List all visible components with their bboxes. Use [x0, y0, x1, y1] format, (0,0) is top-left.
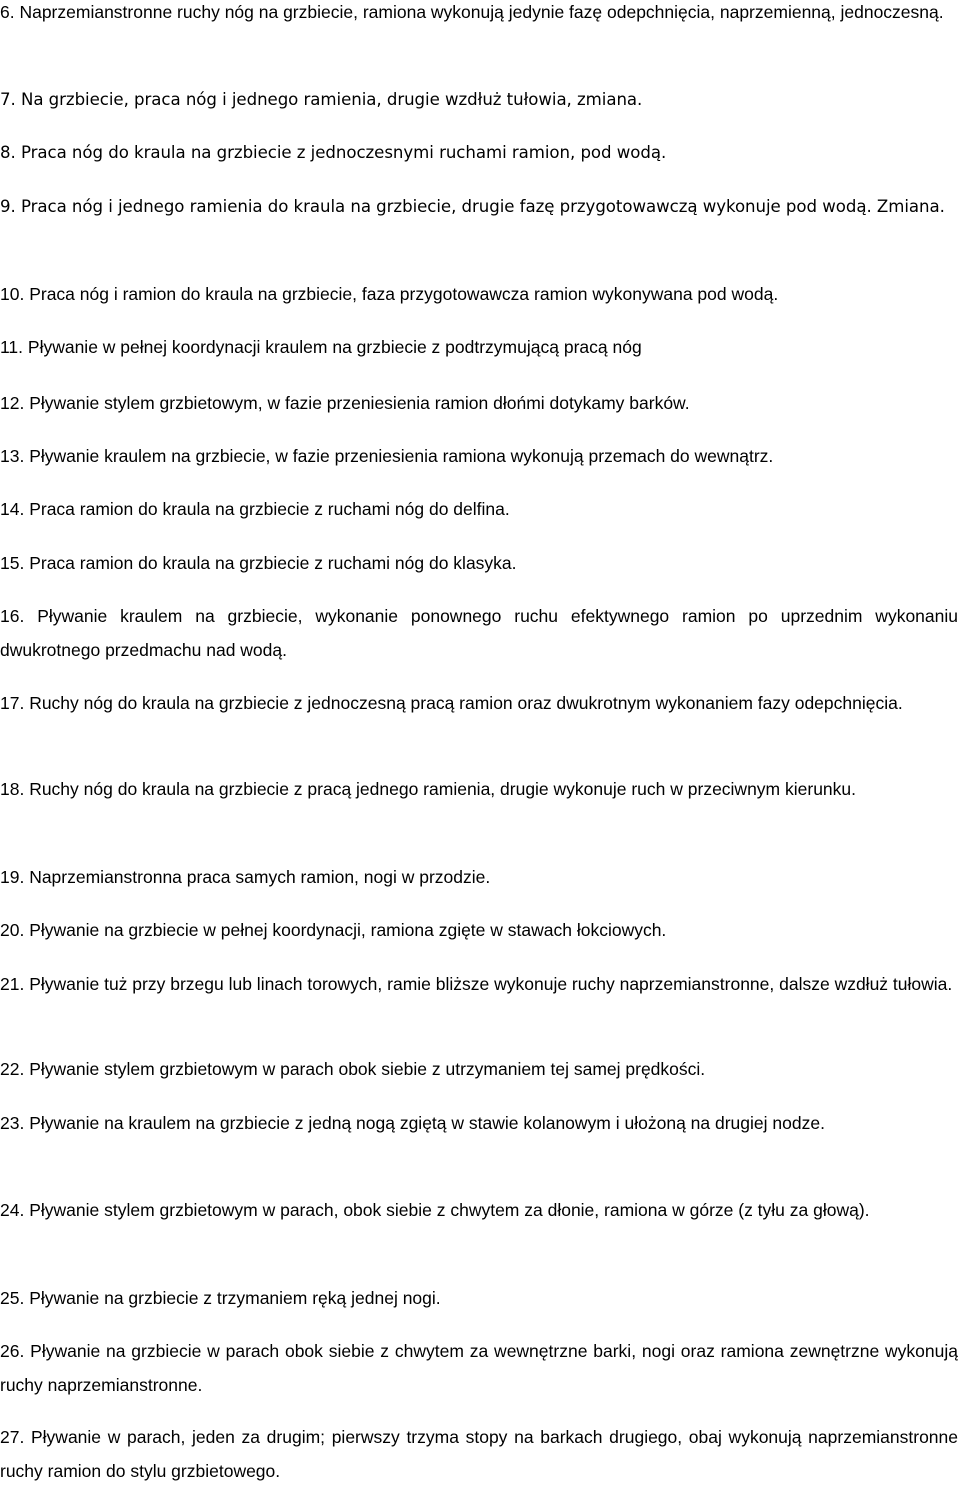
list-item-25: 25. Pływanie na grzbiecie z trzymaniem ręką jednej nogi. — [0, 1288, 441, 1308]
list-item-8: 8. Praca nóg do kraula na grzbiecie z jednoczesnymi ruchami ramion, pod wodą. — [0, 143, 667, 162]
list-item-12: 12. Pływanie stylem grzbietowym, w fazie przeniesienia ramion dłońmi dotykamy barków. — [0, 393, 690, 413]
list-item-14: 14. Praca ramion do kraula na grzbiecie z ruchami nóg do delfina. — [0, 499, 510, 519]
list-item-27: 27. Pływanie w parach, jeden za drugim; pierwszy trzyma stopy na barkach drugiego, obaj wykonują naprzemianstronne ruchy ramion do stylu grzbietowego. — [0, 1427, 958, 1481]
list-item-22: 22. Pływanie stylem grzbietowym w parach obok siebie z utrzymaniem tej samej prędkości. — [0, 1059, 706, 1079]
list-item-13: 13. Pływanie kraulem na grzbiecie, w fazie przeniesienia ramiona wykonują przemach do wewnątrz. — [0, 446, 774, 466]
list-item-18: 18. Ruchy nóg do kraula na grzbiecie z pracą jednego ramienia, drugie wykonuje ruch w przeciwnym kierunku. — [0, 779, 857, 799]
list-item-24: 24. Pływanie stylem grzbietowym w parach, obok siebie z chwytem za dłonie, ramiona w górze (z tyłu za głową). — [0, 1200, 870, 1220]
list-item-20: 20. Pływanie na grzbiecie w pełnej koordynacji, ramiona zgięte w stawach łokciowych. — [0, 920, 667, 940]
list-item-19: 19. Naprzemianstronna praca samych ramion, nogi w przodzie. — [0, 867, 491, 887]
list-item-21: 21. Pływanie tuż przy brzegu lub linach torowych, ramie bliższe wykonuje ruchy naprzemianstronne, dalsze wzdłuż tułowia. — [0, 974, 953, 994]
list-item-17: 17. Ruchy nóg do kraula na grzbiecie z jednoczesną pracą ramion oraz dwukrotnym wykonaniem fazy odepchnięcia. — [0, 693, 903, 713]
list-item-11: 11. Pływanie w pełnej koordynacji kraulem na grzbiecie z podtrzymującą pracą nóg — [0, 337, 642, 357]
list-item-7: 7. Na grzbiecie, praca nóg i jednego ramienia, drugie wzdłuż tułowia, zmiana. — [0, 90, 643, 109]
list-item-23: 23. Pływanie na kraulem na grzbiecie z jedną nogą zgiętą w stawie kolanowym i ułożoną na drugiej nodze. — [0, 1113, 825, 1133]
list-item-9: 9. Praca nóg i jednego ramienia do kraula na grzbiecie, drugie fazę przygotowawczą wykonuje pod wodą. Zmiana. — [0, 197, 945, 216]
list-item-6: 6. Naprzemianstronne ruchy nóg na grzbiecie, ramiona wykonują jedynie fazę odepchnięcia, naprzemienną, jednoczesną. — [0, 2, 944, 22]
list-item-16: 16. Pływanie kraulem na grzbiecie, wykonanie ponownego ruchu efektywnego ramion po uprzednim wykonaniu dwukrotnego przedmachu nad wodą. — [0, 606, 958, 660]
list-item-26: 26. Pływanie na grzbiecie w parach obok siebie z chwytem za wewnętrzne barki, nogi oraz ramiona zewnętrzne wykonują ruchy naprzemianstronne. — [0, 1341, 958, 1395]
list-item-10: 10. Praca nóg i ramion do kraula na grzbiecie, faza przygotowawcza ramion wykonywana pod wodą. — [0, 284, 779, 304]
list-item-15: 15. Praca ramion do kraula na grzbiecie z ruchami nóg do klasyka. — [0, 553, 517, 573]
